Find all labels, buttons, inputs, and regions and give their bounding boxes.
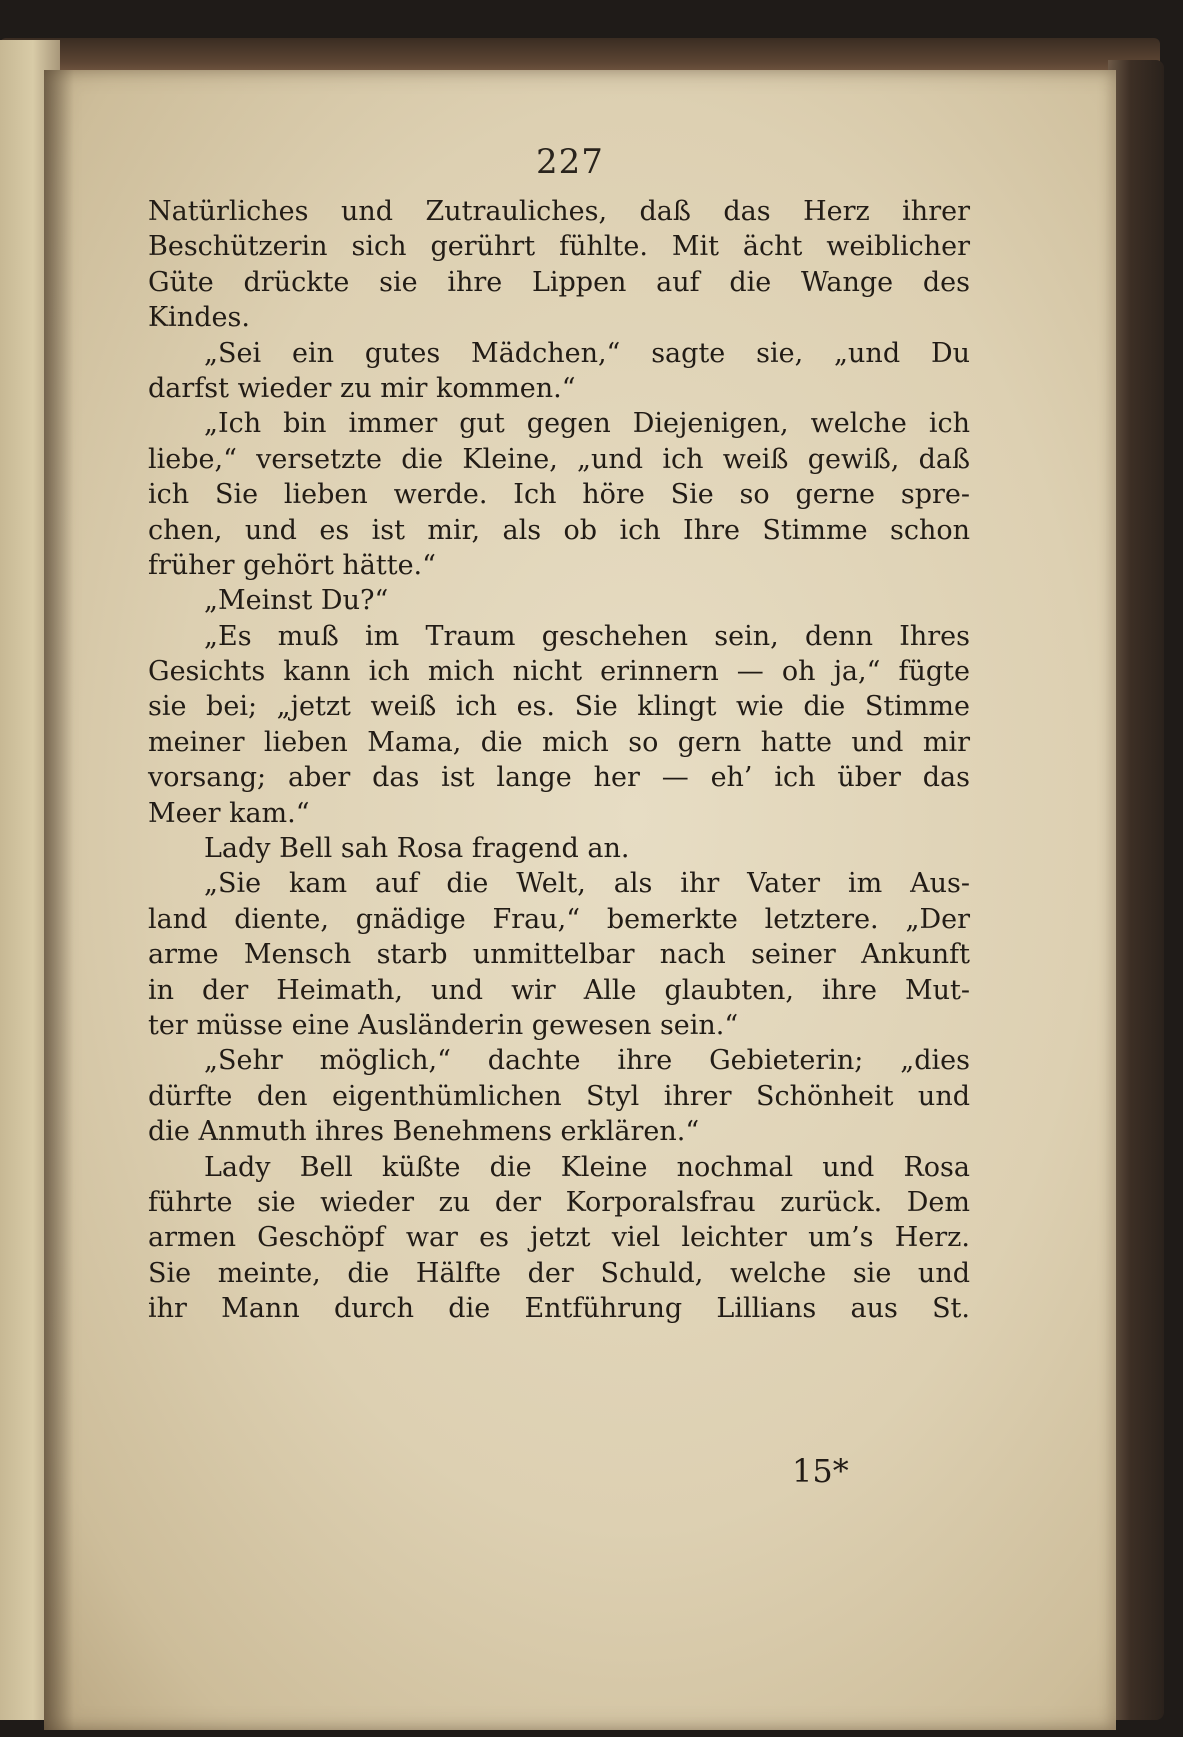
text-line: darfst wieder zu mir kommen.“ [148, 372, 576, 404]
text-line: in der Heimath, und wir Alle glaubten, ihre Mut- [148, 974, 970, 1006]
text-line: Güte drückte sie ihre Lippen auf die Wange des [148, 266, 970, 298]
text-line: Meer kam.“ [148, 797, 310, 829]
text-line: Lady Bell sah Rosa fragend an. [204, 833, 630, 865]
text-line: Beschützerin sich gerührt fühlte. Mit ächt weiblicher [148, 231, 970, 263]
text-line: „Sei ein gutes Mädchen,“ sagte sie, „und Du [204, 337, 970, 369]
text-line: früher gehört hätte.“ [148, 549, 436, 581]
text-line: Sie meinte, die Hälfte der Schuld, welche sie und [148, 1257, 970, 1289]
text-line: chen, und es ist mir, als ob ich Ihre Stimme schon [148, 514, 970, 546]
text-line: liebe,“ versetzte die Kleine, „und ich weiß gewiß, daß [148, 443, 970, 475]
text-line: land diente, gnädige Frau,“ bemerkte letztere. „Der [148, 903, 970, 935]
text-line: die Anmuth ihres Benehmens erklären.“ [148, 1116, 700, 1148]
text-line: vorsang; aber das ist lange her — eh’ ich über das [148, 762, 970, 794]
text-line: armen Geschöpf war es jetzt viel leichter um’s Herz. [148, 1222, 970, 1254]
text-line: Lady Bell küßte die Kleine nochmal und Rosa [204, 1151, 970, 1183]
text-line: ich Sie lieben werde. Ich höre Sie so gerne spre- [148, 479, 970, 511]
page-gutter-shadow [44, 70, 74, 1730]
text-line: Gesichts kann ich mich nicht erinnern — oh ja,“ fügte [148, 656, 970, 688]
text-line: „Sehr möglich,“ dachte ihre Gebieterin; „dies [204, 1045, 970, 1077]
page-text [148, 194, 970, 1327]
text-line: „Meinst Du?“ [204, 585, 389, 617]
text-line: Kindes. [148, 302, 250, 334]
text-line: „Ich bin immer gut gegen Diejenigen, welche ich [204, 408, 970, 440]
text-line: arme Mensch starb unmittelbar nach seiner Ankunft [148, 939, 970, 971]
text-line: Natürliches und Zutrauliches, daß das Herz ihrer [148, 196, 970, 227]
text-line: ter müsse eine Ausländerin gewesen sein.“ [148, 1009, 739, 1041]
text-line: dürfte den eigenthümlichen Styl ihrer Schönheit und [148, 1080, 970, 1112]
text-line: meiner lieben Mama, die mich so gern hatte und mir [148, 726, 970, 758]
text-line: „Sie kam auf die Welt, als ihr Vater im Aus- [204, 868, 970, 900]
book-spine-edge [1108, 60, 1164, 1720]
page-number: 227 [536, 142, 604, 182]
text-line: ihr Mann durch die Entführung Lillians aus St. [148, 1293, 970, 1325]
text-line: sie bei; „jetzt weiß ich es. Sie klingt wie die Stimme [148, 691, 970, 723]
text-line: führte sie wieder zu der Korporalsfrau zurück. Dem [148, 1186, 970, 1218]
text-line: „Es muß im Traum geschehen sein, denn Ihres [204, 620, 970, 652]
signature-mark: 15* [792, 1452, 849, 1490]
